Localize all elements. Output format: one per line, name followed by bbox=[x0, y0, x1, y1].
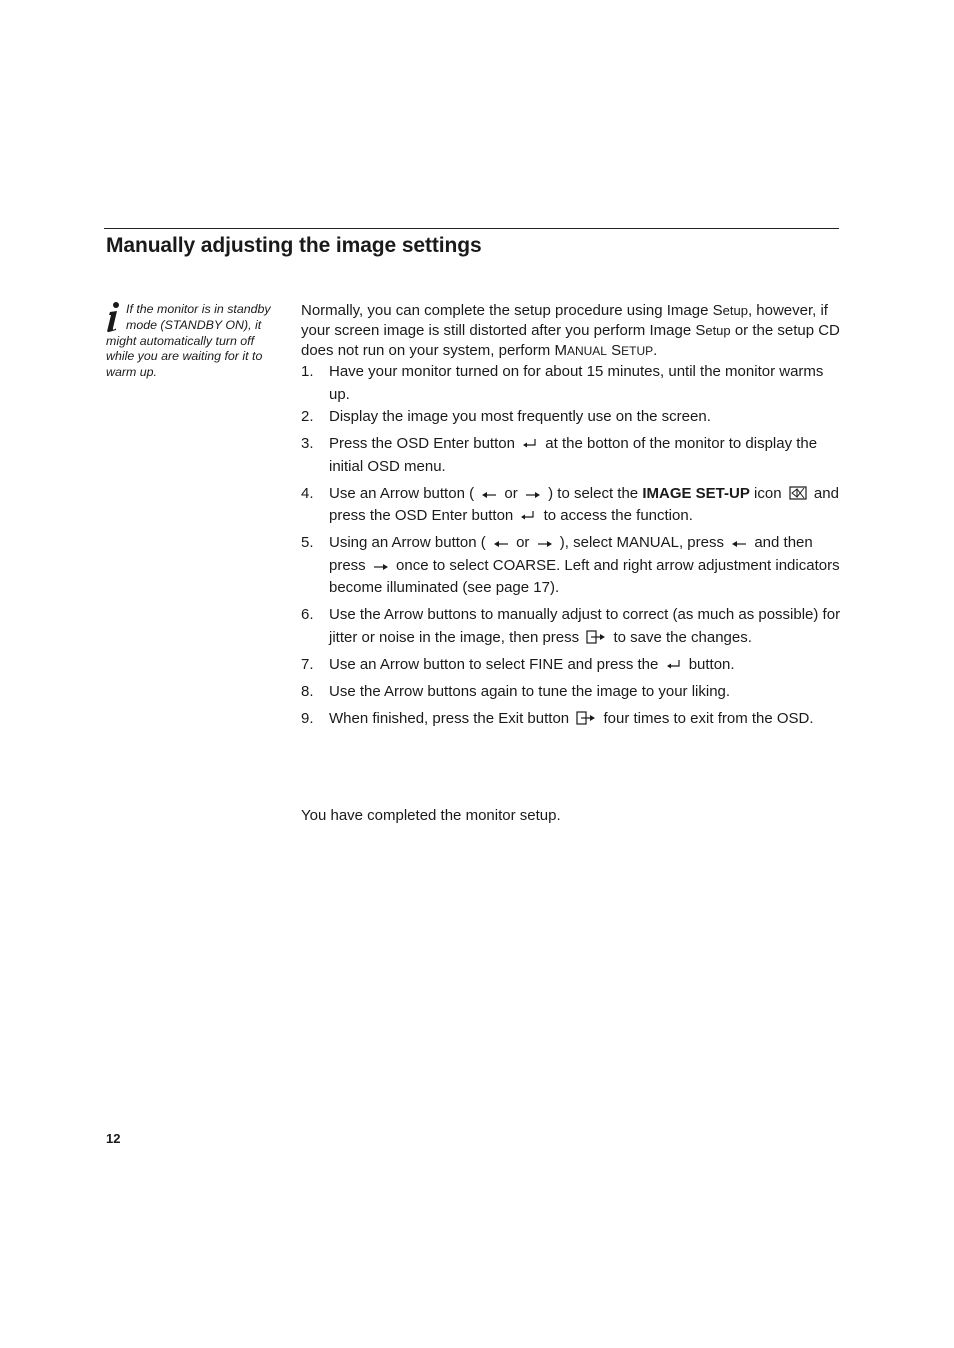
page-title: Manually adjusting the image settings bbox=[106, 234, 482, 257]
exit-icon bbox=[576, 711, 596, 725]
step-5: 5. Using an Arrow button ( or ), select MANUAL, press and then press once to select COARSE. Left and right arrow adjustment indicators become illuminated (see page 17). bbox=[301, 534, 840, 596]
step-6: 6. Use the Arrow buttons to manually adjust to correct (as much as possible) for jitter or noise in the image, then press to save the changes. bbox=[301, 606, 841, 646]
left-arrow-icon bbox=[481, 490, 497, 500]
steps-list bbox=[301, 361, 841, 730]
image-setup-icon bbox=[789, 486, 807, 500]
enter-icon bbox=[522, 438, 538, 450]
page-number: 12 bbox=[106, 1131, 121, 1146]
step-7: 7. Use an Arrow button to select FINE and press the button. bbox=[301, 655, 735, 673]
note-line-1: If the monitor is in standby bbox=[126, 302, 271, 316]
enter-icon bbox=[520, 510, 536, 522]
note-line-2: mode (STANDBY ON), it bbox=[126, 317, 262, 332]
step-1: 1. Have your monitor turned on for about 15 minutes, until the monitor warms up. bbox=[301, 363, 824, 403]
right-arrow-icon bbox=[373, 562, 389, 572]
right-arrow-icon bbox=[537, 539, 553, 549]
side-note bbox=[106, 302, 282, 381]
intro-paragraph: Normally, you can complete the setup procedure using Image Setup, however, if your screen image is still distorted after you perform Image Setup or the setup CD does not run on your system, perform MANUAL SETUP. bbox=[301, 302, 840, 359]
closing-text: You have completed the monitor setup. bbox=[301, 807, 561, 824]
enter-icon bbox=[666, 659, 682, 671]
left-arrow-icon bbox=[731, 539, 747, 549]
step-4: 4. Use an Arrow button ( or ) to select the IMAGE SET-UP icon and press the OSD Enter button to access the function. bbox=[301, 484, 839, 524]
step-3: 3. Press the OSD Enter button at the botton of the monitor to display the initial OSD menu. bbox=[301, 435, 818, 475]
main-content bbox=[301, 301, 841, 730]
right-arrow-icon bbox=[525, 490, 541, 500]
header-rule bbox=[104, 228, 839, 229]
step-9: 9. When finished, press the Exit button four times to exit from the OSD. bbox=[301, 709, 814, 727]
step-2: 2. Display the image you most frequently use on the screen. bbox=[301, 408, 711, 425]
left-arrow-icon bbox=[493, 539, 509, 549]
note-rest: might automatically turn off while you are waiting for it to warm up. bbox=[106, 333, 263, 380]
exit-icon bbox=[586, 630, 606, 644]
step-8: 8. Use the Arrow buttons again to tune the image to your liking. bbox=[301, 682, 731, 700]
